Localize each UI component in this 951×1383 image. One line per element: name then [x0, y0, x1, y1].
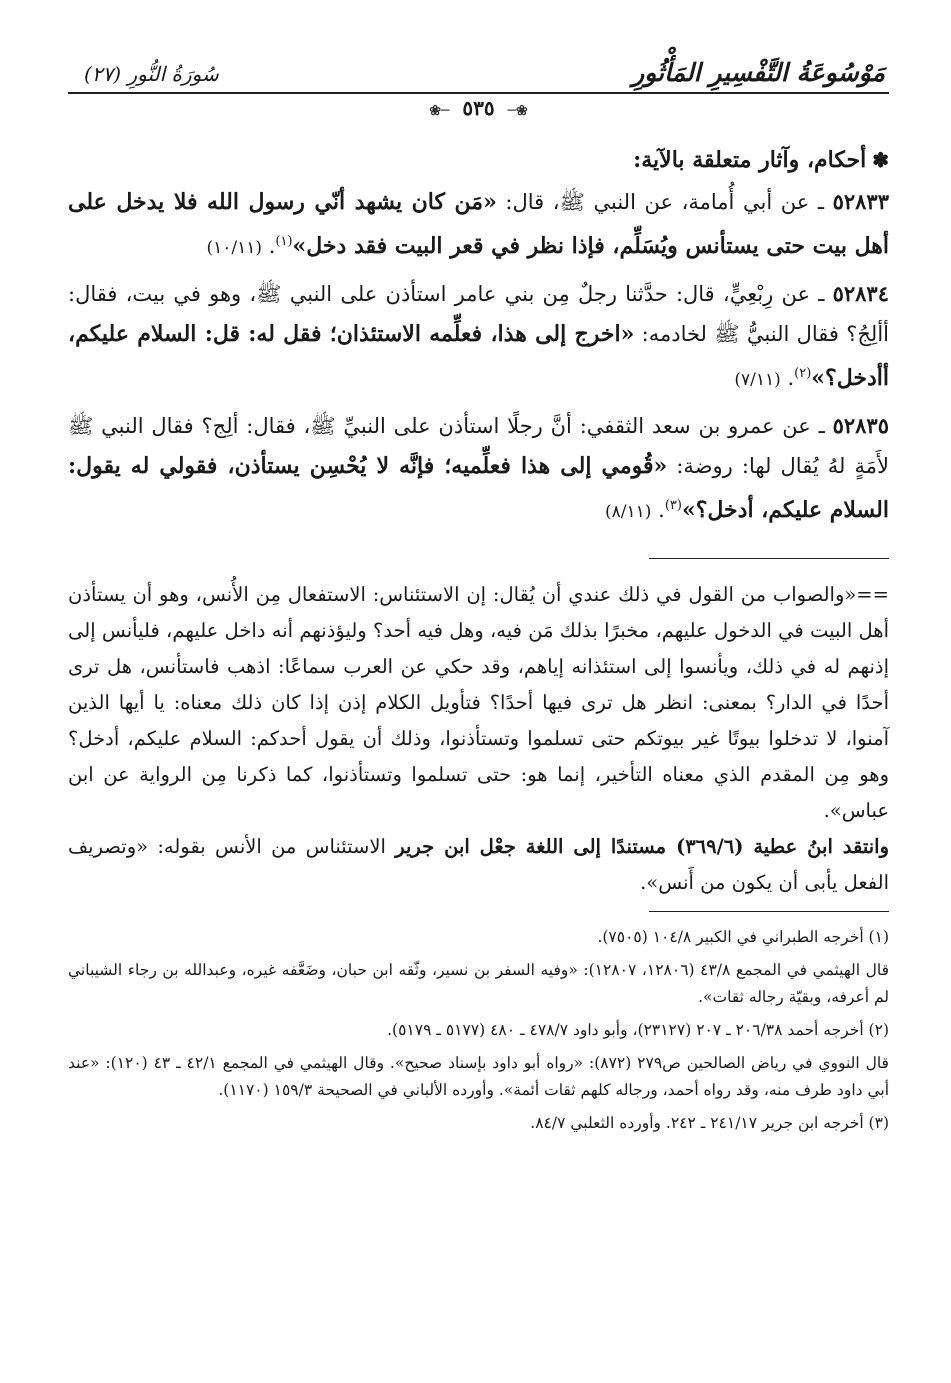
hadith-end: .	[268, 234, 276, 258]
hadith-end: .	[658, 498, 665, 522]
commentary-paragraph	[68, 829, 889, 901]
commentary-bold: وانتقد ابنُ عطية (٣٦٩/٦) مستندًا إلى اللغة جعْل ابن جرير	[395, 835, 889, 858]
page-header	[68, 52, 889, 122]
hadith-quote: «مَن كان يشهد أنّي رسول الله فلا يدخل على أهل بيت حتى يستأنس ويُسَلِّم، فإذا نظر في قعر البيت فقد دخل»	[68, 189, 889, 259]
footnote-line: (١) أخرجه الطبراني في الكبير ١٠٤/٨ (٧٥٠٥).	[597, 928, 889, 946]
hadith-quote: «اخرج إلى هذا، فعلِّمه الاستئذان؛ فقل له: قل: السلام عليكم، أأدخل؟»	[68, 321, 889, 391]
footnotes	[68, 911, 889, 1137]
page-number: ٥٣٥	[462, 96, 495, 120]
page-number-wrap	[68, 96, 889, 120]
volume-reference: (٨/١١)	[605, 502, 652, 522]
surah-label: سُورَةُ النُّورِ (٢٧)	[84, 62, 219, 86]
hadith-number: ٥٢٨٣٤	[832, 281, 889, 306]
separator-rule	[649, 558, 889, 559]
hadith-end: .	[787, 366, 795, 390]
header-rule	[68, 92, 889, 94]
volume-reference: (١٠/١١)	[206, 238, 262, 258]
star-ornament-icon: ✽	[872, 148, 889, 172]
commentary-rest: الاستئناس من الأنس بقوله: «وتصريف الفعل يأبى أن يكون من أَنس».	[68, 835, 889, 894]
hadith-entry	[68, 182, 889, 268]
footnote-mark: (٢)	[794, 366, 812, 381]
hadith-quote: «قُومي إلى هذا فعلِّميه؛ فإنَّه لا يُحْسِن يستأذن، فقولي له يقول: السلام عليكم، أدخل؟»	[68, 453, 889, 523]
footnote-line: قال الهيثمي في المجمع ٤٣/٨ (١٢٨٠٦، ١٢٨٠٧): «وفيه السفر بن نسير، وثّقه ابن حبان، وضَعَّفه غيره، وعبدالله بن رجاء الشيباني لم أعرفه، وبقيّة رجاله ثقات».	[68, 961, 889, 1006]
footnote-line: قال النووي في رياض الصالحين ص٢٧٩ (٨٧٢): «رواه أبو داود بإسناد صحيح». وقال الهيثمي في المجمع ٤٢/١ ـ ٤٣ (١٢٠): «عند أبي داود طرف منه، وقد رواه أحمد، ورجاله كلهم ثقات أئمة». وأورده الألباني في الصحيحة ١٥٩/٣ (١١٧٠).	[68, 1054, 889, 1099]
section-title-text: أحكام، وآثار متعلقة بالآية:	[633, 147, 867, 173]
commentary-paragraph: ==«والصواب من القول في ذلك عندي أن يُقال: إن الاستئناس: الاستفعال مِن الأُنس، وهو أن يستأذن أهل البيت في الدخول عليهم، مخبرًا بذلك مَن فيه، وهل فيه أحد؟ وليؤذنهم أنه داخل عليهم، فليأنس إلى إذنهم له في ذلك، ويأنسوا إلى استئذانه إياهم، وقد حكي عن العرب سماعًا: اذهب فاستأنس، هل ترى أحدًا في الدار؟ بمعنى: انظر هل ترى فيها أحدًا؟ فتأويل الكلام إذن إذا كان ذلك معناه: يا أيها الذين آمنوا، لا تدخلوا بيوتًا غير بيوتكم حتى تسلموا وتستأذنوا، وذلك أن يقول أحدكم: السلام عليكم، أدخل؟ وهو مِن المقدم الذي معناه التأخير، إنما هو: حتى تسلموا وتستأذنوا، كما ذكرنا مِن الرواية عن ابن عباس».	[68, 583, 889, 822]
hadith-entry	[68, 274, 889, 400]
hadith-intro: ـ عن رِبْعِيٍّ، قال: حدَّثنا رجلٌ مِن بني عامر استأذن على النبي ﷺ، وهو في بيت، فقال: أألِجُ؟ فقال النبيُّ ﷺ لخادمه:	[68, 282, 889, 346]
footnote-line: (٣) أخرجه ابن جرير ٢٤١/١٧ ـ ٢٤٢. وأورده الثعلبي ٨٤/٧.	[530, 1114, 889, 1132]
hadith-number: ٥٢٨٣٥	[832, 413, 889, 438]
book-title: مَوْسُوعَةُ التَّفْسِيرِ المَأْثُورِ	[632, 58, 885, 87]
hadith-number: ٥٢٨٣٣	[832, 189, 889, 214]
volume-reference: (٧/١١)	[734, 370, 781, 390]
ornament-icon: ❀─	[507, 103, 528, 119]
footnote-mark: (٣)	[664, 498, 682, 513]
hadith-entry	[68, 406, 889, 532]
main-text	[68, 138, 889, 1143]
footnote-mark: (١)	[275, 234, 293, 249]
ornament-icon: ─❀	[429, 103, 450, 119]
section-title	[68, 144, 889, 176]
footnote-line: (٢) أخرجه أحمد ٢٠٦/٣٨ ـ ٢٠٧ (٢٣١٢٧)، وأبو داود ٤٧٨/٧ ـ ٤٨٠ (٥١٧٧ ـ ٥١٧٩).	[387, 1021, 889, 1039]
footnote-rule	[649, 911, 889, 912]
hadith-intro: ـ عن أبي أُمامة، عن النبي ﷺ، قال:	[496, 190, 833, 214]
hadith-intro: ـ عن عمرو بن سعد الثقفي: أنَّ رجلًا استأذن على النبيِّ ﷺ، فقال: ألِج؟ فقال النبي ﷺ لأَمَةٍ لهُ يُقال لها: روضة:	[68, 414, 889, 478]
